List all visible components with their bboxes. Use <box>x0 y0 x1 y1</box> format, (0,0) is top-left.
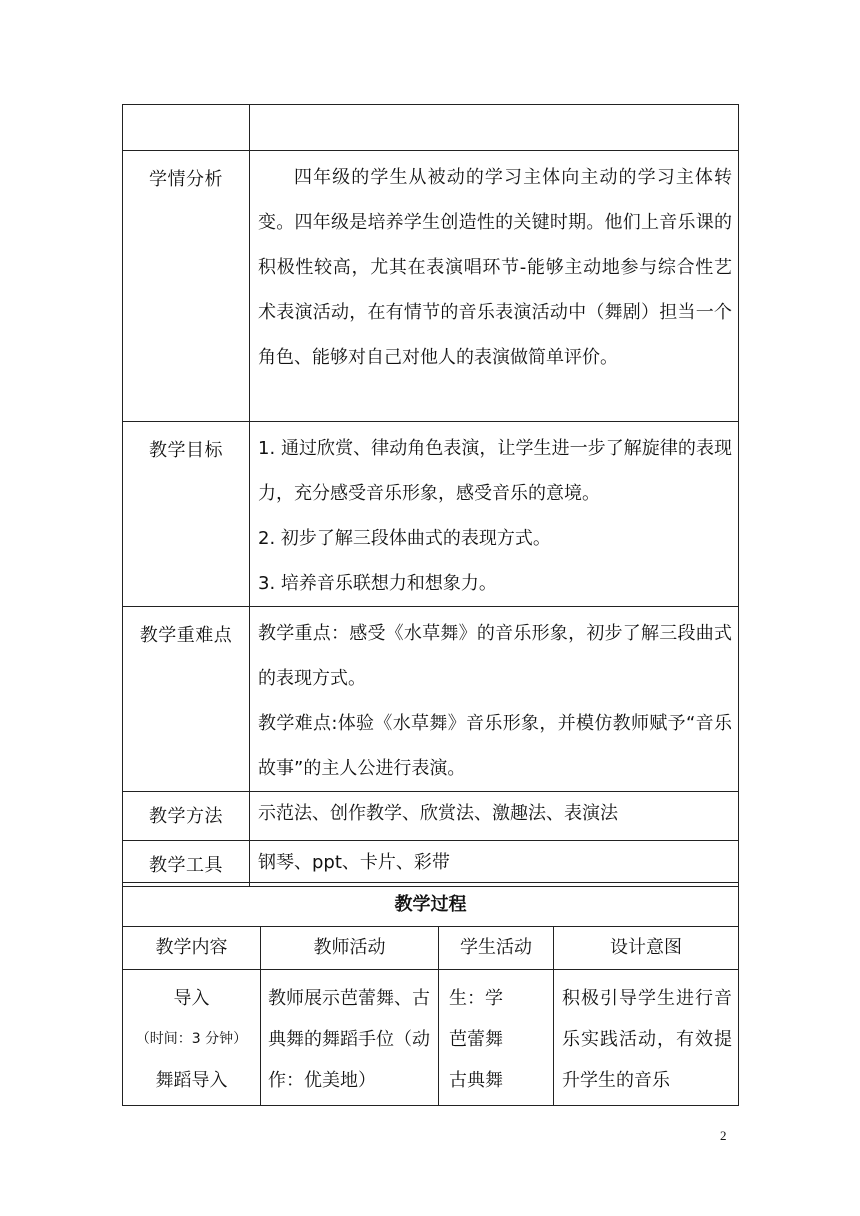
objective-item: 1. 通过欣赏、律动角色表演，让学生进一步了解旋律的表现力，充分感受音乐形象，感受音乐的意境。 <box>258 438 732 504</box>
table-row <box>123 792 739 841</box>
row-content-objectives <box>250 422 739 607</box>
row-label-analysis: 学情分析 <box>123 151 250 422</box>
student-line: 古典舞 <box>449 1070 503 1091</box>
row-label-methods: 教学方法 <box>123 792 250 841</box>
content-line: 舞蹈导入 <box>155 1070 228 1091</box>
teacher-activity-cell: 教师展示芭蕾舞、古典舞的舞蹈手位（动作：优美地） <box>261 970 439 1106</box>
tools-text: 钢琴、ppt、卡片、彩带 <box>258 852 450 873</box>
objective-item: 3. 培养音乐联想力和想象力。 <box>258 573 497 594</box>
lesson-info-table <box>122 104 739 887</box>
row-label-key-points: 教学重难点 <box>123 607 250 792</box>
table-row <box>123 841 739 887</box>
row-content-key-points <box>250 607 739 792</box>
design-intent-cell: 积极引导学生进行音乐实践活动，有效提升学生的音乐 <box>554 970 739 1106</box>
table-row <box>123 422 739 607</box>
student-activity-cell <box>439 970 554 1106</box>
student-line: 芭蕾舞 <box>449 1029 503 1050</box>
table-row <box>123 607 739 792</box>
column-header: 设计意图 <box>554 927 739 970</box>
row-label <box>123 105 250 151</box>
content-line: （时间：3 分钟） <box>135 1031 248 1047</box>
process-content-cell <box>123 970 261 1106</box>
table-row <box>123 105 739 151</box>
student-line: 生：学 <box>449 988 503 1009</box>
column-header: 教师活动 <box>261 927 439 970</box>
table-row <box>123 151 739 422</box>
analysis-paragraph: 四年级的学生从被动的学习主体向主动的学习主体转变。四年级是培养学生创造性的关键时期。他们上音乐课的积极性较高，尤其在表演唱环节-能够主动地参与综合性艺术表演活动，在有情节的音乐表演活动中（舞剧）担当一个角色、能够对自己对他人的表演做简单评价。 <box>258 167 732 368</box>
row-content-tools <box>250 841 739 887</box>
methods-text: 示范法、创作教学、欣赏法、激趣法、表演法 <box>258 803 618 824</box>
process-title: 教学过程 <box>123 883 739 927</box>
page-number: 2 <box>720 1128 727 1143</box>
row-label-tools: 教学工具 <box>123 841 250 887</box>
table-row <box>123 970 739 1106</box>
column-header: 学生活动 <box>439 927 554 970</box>
key-point-item: 教学重点：感受《水草舞》的音乐形象，初步了解三段曲式的表现方式。 <box>258 623 732 689</box>
table-row <box>123 927 739 970</box>
key-point-item: 教学难点:体验《水草舞》音乐形象，并模仿教师赋予“音乐故事”的主人公进行表演。 <box>258 713 732 779</box>
column-header: 教学内容 <box>123 927 261 970</box>
teaching-process-table <box>122 882 739 1106</box>
row-content <box>250 105 739 151</box>
row-content-methods <box>250 792 739 841</box>
content-line: 导入 <box>173 988 210 1009</box>
row-label-objectives: 教学目标 <box>123 422 250 607</box>
objective-item: 2. 初步了解三段体曲式的表现方式。 <box>258 528 551 549</box>
row-content-analysis <box>250 151 739 422</box>
table-row <box>123 883 739 927</box>
